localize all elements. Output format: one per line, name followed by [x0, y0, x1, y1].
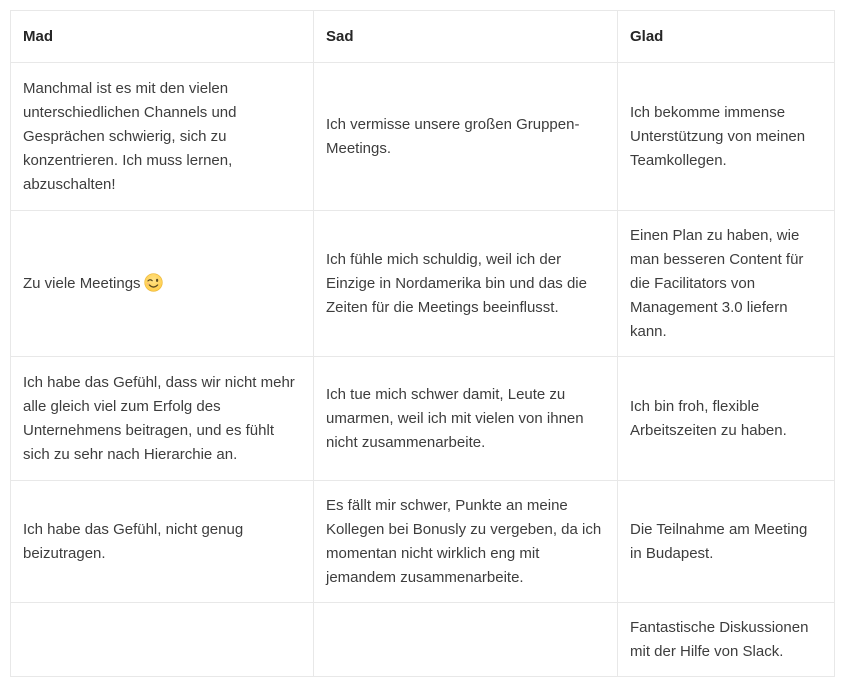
cell-sad-4 [314, 481, 618, 603]
cell-text: Ich bin froh, flexible Arbeitszeiten zu haben. [630, 397, 787, 439]
cell-text: Es fällt mir schwer, Punkte an meine Kollegen bei Bonusly zu vergeben, da ich momentan nicht wirklich eng mit jemandem zusammenarbeite. [326, 496, 602, 586]
cell-text: Ich fühle mich schuldig, weil ich der Einzige in Nordamerika bin und das die Zeiten für die Meetings beeinflusst. [326, 250, 587, 316]
mad-sad-glad-table [10, 10, 835, 677]
cell-mad-1 [11, 63, 314, 211]
table-row [11, 603, 835, 677]
cell-mad-3 [11, 357, 314, 481]
cell-mad-5 [11, 603, 314, 677]
cell-sad-5 [314, 603, 618, 677]
table-row [11, 481, 835, 603]
cell-text: Manchmal ist es mit den vielen unterschiedlichen Channels und Gesprächen schwierig, sich zu konzentrieren. Ich muss lernen, abzuschalten! [23, 79, 237, 193]
cell-text: Fantastische Diskussionen mit der Hilfe von Slack. [630, 618, 809, 660]
cell-glad-4 [618, 481, 835, 603]
cell-text: Ich bekomme immense Unterstützung von meinen Teamkollegen. [630, 103, 806, 169]
cell-sad-3 [314, 357, 618, 481]
cell-text: Ich habe das Gefühl, nicht genug beizutragen. [23, 520, 244, 562]
cell-text: Einen Plan zu haben, wie man besseren Content für die Facilitators von Management 3.0 liefern kann. [630, 226, 804, 340]
cell-glad-3 [618, 357, 835, 481]
cell-sad-1 [314, 63, 618, 211]
cell-text: Die Teilnahme am Meeting in Budapest. [630, 520, 808, 562]
cell-glad-1 [618, 63, 835, 211]
cell-text: Zu viele Meetings [23, 274, 141, 292]
cell-sad-2 [314, 211, 618, 357]
column-header-sad: Sad [314, 11, 618, 63]
cell-glad-2 [618, 211, 835, 357]
cell-mad-4 [11, 481, 314, 603]
table-row [11, 211, 835, 357]
table-header-row [11, 11, 835, 63]
winking-face-emoji [144, 273, 163, 292]
cell-text: Ich habe das Gefühl, dass wir nicht mehr alle gleich viel zum Erfolg des Unternehmens beitragen, und es fühlt sich zu sehr nach Hierarchie an. [23, 373, 295, 463]
cell-text: Ich tue mich schwer damit, Leute zu umarmen, weil ich mit vielen von ihnen nicht zusammenarbeite. [326, 385, 584, 451]
cell-text: Ich vermisse unsere großen Gruppen-Meetings. [326, 115, 580, 157]
table-row [11, 357, 835, 481]
column-header-glad: Glad [618, 11, 835, 63]
cell-mad-2 [11, 211, 314, 357]
column-header-mad: Mad [11, 11, 314, 63]
table-row [11, 63, 835, 211]
cell-glad-5 [618, 603, 835, 677]
